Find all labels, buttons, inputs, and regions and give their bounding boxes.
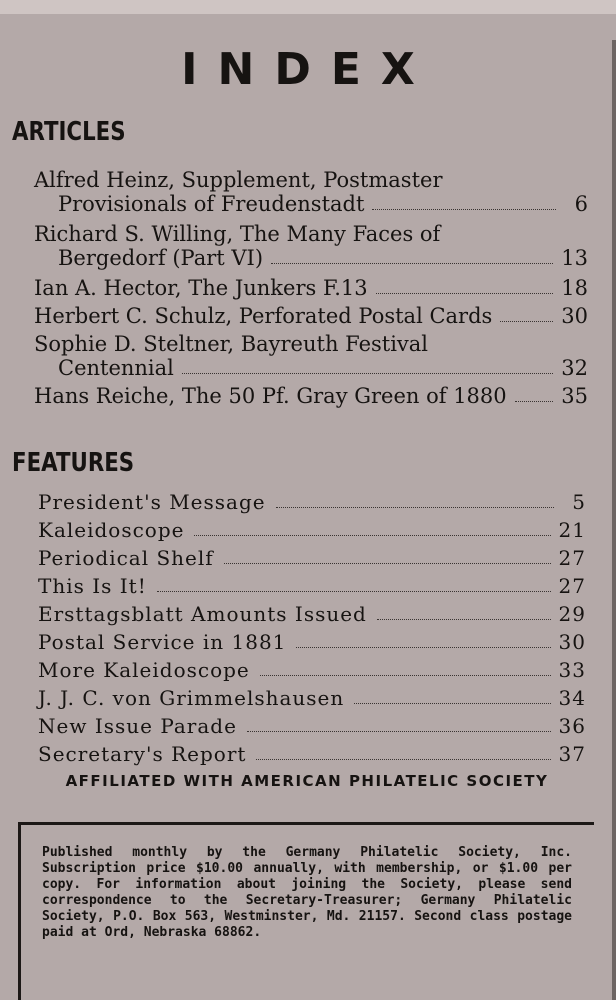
article-line: Alfred Heinz, Supplement, Postmaster bbox=[34, 168, 443, 192]
feature-title: Postal Service in 1881 bbox=[38, 630, 287, 654]
article-entry bbox=[34, 384, 588, 408]
box-border-left bbox=[18, 822, 21, 1000]
dot-leader bbox=[194, 535, 550, 536]
feature-title: New Issue Parade bbox=[38, 714, 237, 738]
dot-leader bbox=[260, 675, 551, 676]
article-page: 30 bbox=[561, 304, 588, 328]
feature-entry bbox=[38, 574, 586, 598]
feature-entry bbox=[38, 602, 586, 626]
feature-title: More Kaleidoscope bbox=[38, 658, 250, 682]
feature-page: 21 bbox=[558, 518, 586, 542]
publisher-note: Published monthly by the Germany Philatelic Society, Inc. Subscription price $10.00 annually, with membership, or $1.00 per copy. For information about joining the Society, please send correspondence to the Secretary-Treasurer; Germany Philatelic Society, P.O. Box 563, Westminster, Md. 21157. Second class postage paid at Ord, Nebraska 68862. bbox=[42, 845, 572, 940]
dot-leader bbox=[376, 293, 554, 294]
article-page: 35 bbox=[561, 384, 588, 408]
article-line: Bergedorf (Part VI) bbox=[58, 246, 264, 270]
article-entry bbox=[34, 276, 588, 300]
article-line: Hans Reiche, The 50 Pf. Gray Green of 1880 bbox=[34, 384, 507, 408]
dot-leader bbox=[372, 209, 556, 210]
article-line: Richard S. Willing, The Many Faces of bbox=[34, 222, 441, 246]
feature-entry bbox=[38, 714, 586, 738]
article-line: Ian A. Hector, The Junkers F.13 bbox=[34, 276, 368, 300]
article-entry bbox=[34, 332, 588, 380]
articles-heading: ARTICLES bbox=[12, 117, 126, 147]
feature-title: Secretary's Report bbox=[38, 742, 247, 766]
page-right-edge bbox=[612, 40, 616, 1000]
feature-entry bbox=[38, 490, 586, 514]
article-line: Centennial bbox=[58, 356, 174, 380]
feature-title: Kaleidoscope bbox=[38, 518, 185, 542]
article-line: Sophie D. Steltner, Bayreuth Festival bbox=[34, 332, 429, 356]
article-line: Provisionals of Freudenstadt bbox=[58, 192, 365, 216]
feature-entry bbox=[38, 686, 586, 710]
feature-title: President's Message bbox=[38, 490, 266, 514]
feature-entry bbox=[38, 742, 586, 766]
dot-leader bbox=[247, 731, 551, 732]
article-entry bbox=[34, 168, 588, 216]
feature-entry bbox=[38, 630, 586, 654]
box-border-top bbox=[18, 822, 594, 825]
dot-leader bbox=[224, 563, 551, 564]
dot-leader bbox=[500, 321, 553, 322]
article-page: 32 bbox=[561, 356, 588, 380]
feature-page: 34 bbox=[558, 686, 586, 710]
article-entry bbox=[34, 222, 588, 270]
feature-entry bbox=[38, 658, 586, 682]
dot-leader bbox=[296, 647, 550, 648]
dot-leader bbox=[256, 759, 550, 760]
article-line: Herbert C. Schulz, Perforated Postal Cards bbox=[34, 304, 493, 328]
page-top-edge bbox=[0, 0, 616, 14]
dot-leader bbox=[157, 591, 551, 592]
dot-leader bbox=[377, 619, 551, 620]
article-page: 6 bbox=[574, 192, 588, 216]
feature-page: 36 bbox=[558, 714, 586, 738]
affiliation-line: AFFILIATED WITH AMERICAN PHILATELIC SOCIETY bbox=[65, 772, 549, 790]
dot-leader bbox=[354, 703, 550, 704]
dot-leader bbox=[182, 373, 553, 374]
article-entry bbox=[34, 304, 588, 328]
feature-title: J. J. C. von Grimmelshausen bbox=[38, 686, 345, 710]
index-title: INDEX bbox=[181, 44, 435, 95]
dot-leader bbox=[515, 401, 554, 402]
feature-page: 30 bbox=[558, 630, 586, 654]
feature-page: 5 bbox=[572, 490, 586, 514]
feature-entry bbox=[38, 518, 586, 542]
feature-page: 27 bbox=[558, 546, 586, 570]
feature-title: Periodical Shelf bbox=[38, 546, 214, 570]
feature-title: Ersttagsblatt Amounts Issued bbox=[38, 602, 367, 626]
feature-page: 33 bbox=[558, 658, 586, 682]
article-page: 18 bbox=[561, 276, 588, 300]
feature-entry bbox=[38, 546, 586, 570]
feature-page: 29 bbox=[558, 602, 586, 626]
feature-page: 37 bbox=[558, 742, 586, 766]
feature-title: This Is It! bbox=[38, 574, 147, 598]
features-heading: FEATURES bbox=[12, 448, 135, 478]
feature-page: 27 bbox=[558, 574, 586, 598]
article-page: 13 bbox=[561, 246, 588, 270]
dot-leader bbox=[271, 263, 553, 264]
dot-leader bbox=[276, 507, 554, 508]
